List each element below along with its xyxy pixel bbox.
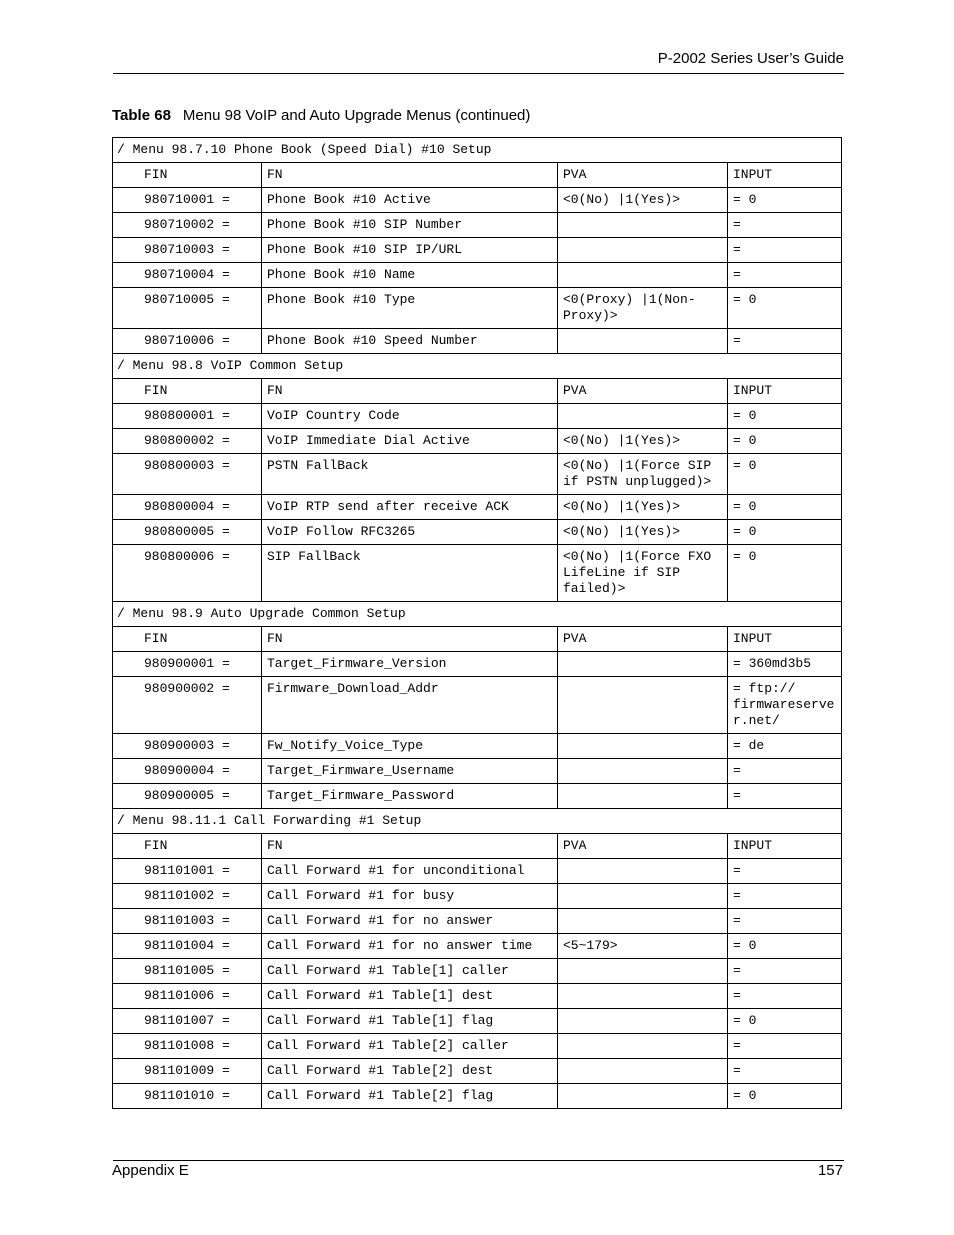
section-header-row (113, 354, 842, 379)
section-header-row (113, 809, 842, 834)
cell-pva (558, 959, 728, 984)
column-header-pva: PVA (558, 834, 728, 859)
cell-fn: VoIP Country Code (262, 404, 558, 429)
cell-pva: <0(No) |1(Yes)> (558, 495, 728, 520)
table-row (113, 984, 842, 1009)
table-row (113, 734, 842, 759)
table-row (113, 545, 842, 602)
cell-fin: 981101002 = (113, 884, 262, 909)
column-header-fin: FIN (113, 834, 262, 859)
cell-input: = (728, 859, 842, 884)
footer-section: Appendix E (112, 1162, 189, 1179)
column-header-input: INPUT (728, 379, 842, 404)
cell-pva (558, 652, 728, 677)
table-row (113, 652, 842, 677)
section-title: / Menu 98.7.10 Phone Book (Speed Dial) #10 Setup (113, 138, 842, 163)
column-header-fin: FIN (113, 379, 262, 404)
cell-pva: <0(No) |1(Yes)> (558, 520, 728, 545)
cell-fn: Firmware_Download_Addr (262, 677, 558, 734)
cell-fin: 981101003 = (113, 909, 262, 934)
table-row (113, 934, 842, 959)
cell-pva (558, 238, 728, 263)
cell-input: = (728, 1059, 842, 1084)
cell-pva (558, 677, 728, 734)
cell-input: = 0 (728, 188, 842, 213)
column-header-fn: FN (262, 834, 558, 859)
cell-input: = (728, 213, 842, 238)
cell-fn: Phone Book #10 Active (262, 188, 558, 213)
cell-fin: 980900001 = (113, 652, 262, 677)
column-header-row (113, 627, 842, 652)
table-row (113, 677, 842, 734)
table-row (113, 1059, 842, 1084)
cell-input: = (728, 1034, 842, 1059)
cell-pva: <0(No) |1(Force FXO LifeLine if SIP failed)> (558, 545, 728, 602)
table-row (113, 909, 842, 934)
column-header-row (113, 163, 842, 188)
menu-table (112, 137, 842, 1109)
cell-fin: 980800005 = (113, 520, 262, 545)
cell-input: = 0 (728, 288, 842, 329)
cell-fin: 980900002 = (113, 677, 262, 734)
column-header-fin: FIN (113, 163, 262, 188)
cell-fin: 981101005 = (113, 959, 262, 984)
cell-fin: 980710005 = (113, 288, 262, 329)
menu-table-body (113, 138, 842, 1109)
cell-input: = (728, 329, 842, 354)
cell-fin: 980900004 = (113, 759, 262, 784)
cell-fin: 980710001 = (113, 188, 262, 213)
cell-fn: Call Forward #1 for no answer (262, 909, 558, 934)
cell-input: = 0 (728, 545, 842, 602)
cell-fn: Phone Book #10 Name (262, 263, 558, 288)
cell-fn: SIP FallBack (262, 545, 558, 602)
cell-fin: 981101008 = (113, 1034, 262, 1059)
cell-fin: 981101007 = (113, 1009, 262, 1034)
cell-fn: VoIP Immediate Dial Active (262, 429, 558, 454)
cell-input: = de (728, 734, 842, 759)
table-row (113, 959, 842, 984)
cell-fn: Target_Firmware_Password (262, 784, 558, 809)
cell-pva (558, 884, 728, 909)
table-row (113, 1034, 842, 1059)
cell-fin: 981101006 = (113, 984, 262, 1009)
cell-input: = 0 (728, 454, 842, 495)
cell-fn: Target_Firmware_Version (262, 652, 558, 677)
table-row (113, 859, 842, 884)
table-row (113, 213, 842, 238)
column-header-input: INPUT (728, 163, 842, 188)
cell-pva (558, 909, 728, 934)
column-header-input: INPUT (728, 627, 842, 652)
cell-fin: 981101001 = (113, 859, 262, 884)
cell-fin: 980800002 = (113, 429, 262, 454)
cell-fn: Phone Book #10 Type (262, 288, 558, 329)
cell-input: = (728, 909, 842, 934)
cell-fn: Phone Book #10 SIP IP/URL (262, 238, 558, 263)
table-row (113, 495, 842, 520)
cell-input: = (728, 784, 842, 809)
cell-input: = 0 (728, 520, 842, 545)
cell-input: = 0 (728, 404, 842, 429)
column-header-pva: PVA (558, 627, 728, 652)
cell-pva (558, 329, 728, 354)
section-header-row (113, 138, 842, 163)
cell-fn: Fw_Notify_Voice_Type (262, 734, 558, 759)
cell-fin: 981101010 = (113, 1084, 262, 1109)
cell-fn: Call Forward #1 Table[1] dest (262, 984, 558, 1009)
table-row (113, 429, 842, 454)
table-row (113, 263, 842, 288)
table-row (113, 884, 842, 909)
cell-fin: 980710002 = (113, 213, 262, 238)
cell-fn: Call Forward #1 Table[1] caller (262, 959, 558, 984)
cell-input: = (728, 759, 842, 784)
cell-pva: <0(No) |1(Yes)> (558, 429, 728, 454)
section-title: / Menu 98.9 Auto Upgrade Common Setup (113, 602, 842, 627)
table-row (113, 238, 842, 263)
table-row (113, 188, 842, 213)
cell-pva: <0(No) |1(Yes)> (558, 188, 728, 213)
cell-fn: Call Forward #1 Table[2] dest (262, 1059, 558, 1084)
cell-input: = (728, 238, 842, 263)
cell-input: = (728, 884, 842, 909)
cell-pva: <0(Proxy) |1(Non-Proxy)> (558, 288, 728, 329)
menu-table-container (112, 137, 841, 1109)
table-row (113, 759, 842, 784)
header-rule (113, 73, 844, 74)
footer-rule (113, 1160, 844, 1161)
cell-fn: Phone Book #10 SIP Number (262, 213, 558, 238)
cell-input: = 0 (728, 495, 842, 520)
table-row (113, 784, 842, 809)
column-header-fn: FN (262, 627, 558, 652)
cell-input: = 0 (728, 1084, 842, 1109)
section-title: / Menu 98.11.1 Call Forwarding #1 Setup (113, 809, 842, 834)
cell-pva (558, 213, 728, 238)
cell-pva (558, 759, 728, 784)
table-caption-text: Menu 98 VoIP and Auto Upgrade Menus (continued) (182, 107, 531, 124)
cell-fin: 980800006 = (113, 545, 262, 602)
column-header-fin: FIN (113, 627, 262, 652)
table-row (113, 454, 842, 495)
cell-fin: 980900005 = (113, 784, 262, 809)
cell-fin: 980710003 = (113, 238, 262, 263)
cell-fn: Call Forward #1 for busy (262, 884, 558, 909)
cell-fn: Call Forward #1 Table[2] caller (262, 1034, 558, 1059)
column-header-input: INPUT (728, 834, 842, 859)
section-title: / Menu 98.8 VoIP Common Setup (113, 354, 842, 379)
cell-fn: Call Forward #1 for unconditional (262, 859, 558, 884)
cell-pva (558, 984, 728, 1009)
table-row (113, 520, 842, 545)
cell-input: = 360md3b5 (728, 652, 842, 677)
cell-fin: 980800004 = (113, 495, 262, 520)
cell-input: = ftp:// firmwareserver.net/ (728, 677, 842, 734)
cell-fin: 980800001 = (113, 404, 262, 429)
column-header-row (113, 834, 842, 859)
cell-pva (558, 1009, 728, 1034)
cell-input: = (728, 263, 842, 288)
cell-fin: 980800003 = (113, 454, 262, 495)
page-footer (112, 1162, 843, 1179)
table-row (113, 1009, 842, 1034)
cell-fn: VoIP RTP send after receive ACK (262, 495, 558, 520)
cell-fin: 980710006 = (113, 329, 262, 354)
cell-fn: PSTN FallBack (262, 454, 558, 495)
column-header-row (113, 379, 842, 404)
cell-input: = 0 (728, 934, 842, 959)
column-header-pva: PVA (558, 379, 728, 404)
cell-fin: 980900003 = (113, 734, 262, 759)
cell-fin: 980710004 = (113, 263, 262, 288)
cell-input: = (728, 984, 842, 1009)
cell-fn: Call Forward #1 Table[1] flag (262, 1009, 558, 1034)
cell-pva: <5~179> (558, 934, 728, 959)
cell-pva (558, 1084, 728, 1109)
page-number: 157 (817, 1162, 843, 1179)
cell-fin: 981101009 = (113, 1059, 262, 1084)
cell-input: = 0 (728, 429, 842, 454)
table-row (113, 329, 842, 354)
table-row (113, 288, 842, 329)
table-row (113, 404, 842, 429)
cell-pva (558, 784, 728, 809)
cell-fn: Call Forward #1 for no answer time (262, 934, 558, 959)
cell-input: = 0 (728, 1009, 842, 1034)
cell-pva (558, 263, 728, 288)
cell-fn: VoIP Follow RFC3265 (262, 520, 558, 545)
cell-pva: <0(No) |1(Force SIP if PSTN unplugged)> (558, 454, 728, 495)
column-header-fn: FN (262, 379, 558, 404)
table-row (113, 1084, 842, 1109)
column-header-pva: PVA (558, 163, 728, 188)
cell-pva (558, 859, 728, 884)
table-caption (112, 107, 530, 124)
cell-fn: Phone Book #10 Speed Number (262, 329, 558, 354)
cell-input: = (728, 959, 842, 984)
cell-pva (558, 404, 728, 429)
column-header-fn: FN (262, 163, 558, 188)
cell-pva (558, 1059, 728, 1084)
table-caption-label: Table 68 (112, 107, 171, 124)
cell-fin: 981101004 = (113, 934, 262, 959)
cell-pva (558, 734, 728, 759)
section-header-row (113, 602, 842, 627)
page-header: P-2002 Series User’s Guide (657, 50, 844, 67)
cell-pva (558, 1034, 728, 1059)
cell-fn: Target_Firmware_Username (262, 759, 558, 784)
cell-fn: Call Forward #1 Table[2] flag (262, 1084, 558, 1109)
